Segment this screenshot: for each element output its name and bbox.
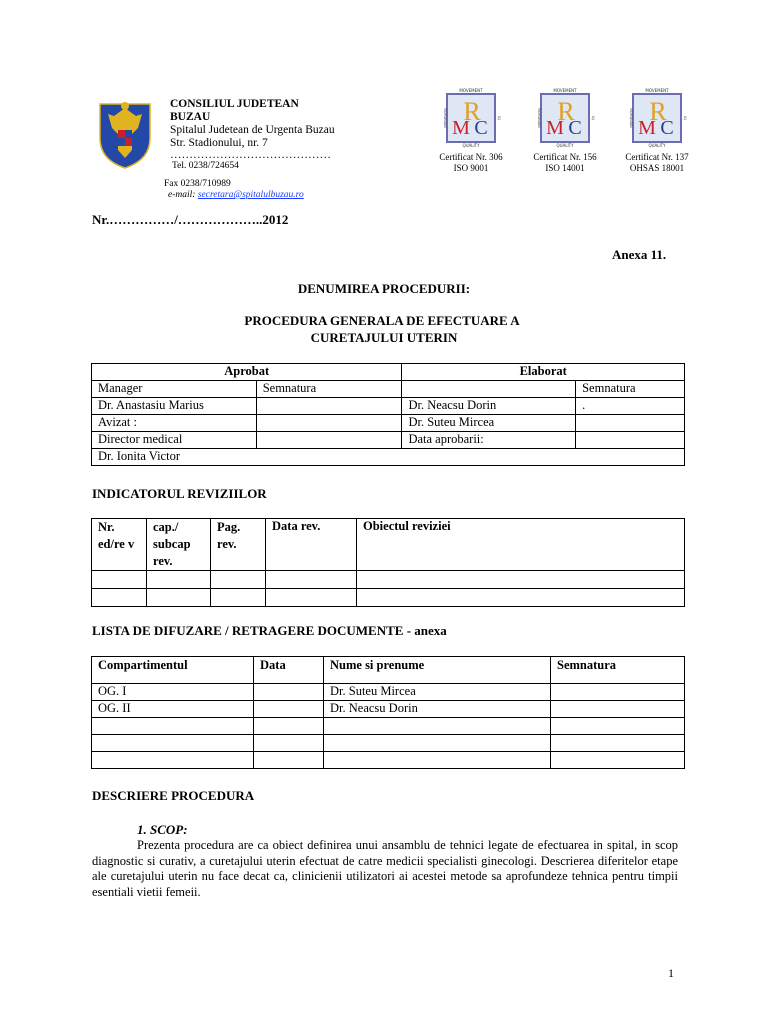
certificate-number: Certificat Nr. 137 <box>625 152 689 162</box>
name-cell: Dr. Neacsu Dorin <box>324 701 551 718</box>
table-row <box>92 432 685 449</box>
elaborated-header: Elaborat <box>402 364 685 381</box>
dotted-separator: …………………………………… <box>170 149 331 161</box>
registration-number: Nr.……………/………………..2012 <box>92 212 289 227</box>
council-name-line1: CONSILIUL JUDETEAN <box>170 98 299 110</box>
svg-text:R: R <box>463 97 481 126</box>
table-row <box>92 364 685 381</box>
svg-text:R: R <box>557 97 575 126</box>
revisions-table <box>91 518 685 607</box>
svg-text:C: C <box>660 117 674 139</box>
approval-date-label: Data aprobarii: <box>402 432 576 449</box>
department-header: Compartimentul <box>92 657 254 684</box>
elaborator-name: Dr. Neacsu Dorin <box>402 398 576 415</box>
signature-label: Semnatura <box>256 381 402 398</box>
svg-text:IQ: IQ <box>683 116 687 120</box>
email-link[interactable]: secretara@spitalulbuzau.ro <box>197 190 304 200</box>
annex-label: Anexa 11. <box>612 247 667 262</box>
table-row <box>92 718 685 735</box>
director-label: Director medical <box>92 432 257 449</box>
svg-text:QUALITY: QUALITY <box>648 143 666 148</box>
scope-heading: 1. SCOP: <box>137 822 188 837</box>
table-row <box>92 519 685 571</box>
description-title: DESCRIERE PROCEDURA <box>92 788 255 803</box>
certificate-standard: ISO 14001 <box>545 163 585 173</box>
svg-text:M: M <box>546 117 564 139</box>
distribution-title: LISTA DE DIFUZARE / RETRAGERE DOCUMENTE - anexa <box>92 623 447 638</box>
rmc-quality-logo-icon <box>441 88 501 148</box>
procedure-label: DENUMIREA PROCEDURII: <box>297 281 471 296</box>
procedure-title-line1: PROCEDURA GENERALA DE EFECTUARE A <box>244 313 520 328</box>
table-row <box>92 684 685 701</box>
signature-cell <box>256 398 402 415</box>
table-row <box>92 381 685 398</box>
institution-header <box>170 98 335 172</box>
approved-header: Aprobat <box>92 364 402 381</box>
table-row <box>92 657 685 684</box>
email-label: e-mail: <box>168 190 196 200</box>
signature-cell <box>256 415 402 432</box>
table-row <box>92 701 685 718</box>
department-cell: OG. II <box>92 701 254 718</box>
svg-text:QUALITY: QUALITY <box>462 143 480 148</box>
certificate-number: Certificat Nr. 156 <box>533 152 597 162</box>
table-row <box>92 752 685 769</box>
procedure-title-line2: CURETAJULUI UTERIN <box>310 330 458 345</box>
email-line <box>168 189 304 201</box>
scope-paragraph: Prezenta procedura are ca obiect definirea unui ansamblu de tehnici legate de efectuarea in spital, in scop diagnostic si curativ, a curetajului uterin efectuat de catre medicii specialisti ginecologi. Descrierea diferitelor etape ale curetajului uterin nu face decat ca, clinicienii utilizatori ai acestei metode sa aprofundeze tehnica pentru timpii esentiali vietii femeii. <box>92 838 678 899</box>
date-header: Data rev. <box>266 519 357 571</box>
page-number: 1 <box>668 966 674 980</box>
svg-text:M: M <box>452 117 470 139</box>
chapter-header: cap./ subcap rev. <box>147 519 211 571</box>
svg-text:C: C <box>568 117 582 139</box>
hospital-name: Spitalul Judetean de Urgenta Buzau <box>170 124 335 136</box>
signature-cell <box>576 415 685 432</box>
telephone: Tel. 0238/724654 <box>172 161 239 171</box>
approval-date-cell <box>576 432 685 449</box>
avizat-label: Avizat : <box>92 415 257 432</box>
manager-name: Dr. Anastasiu Marius <box>92 398 257 415</box>
director-name: Dr. Ionita Victor <box>92 449 685 466</box>
table-row <box>92 398 685 415</box>
revision-number-header: Nr. ed/re v <box>92 519 147 571</box>
certificate-iso-14001 <box>526 88 604 174</box>
department-cell: OG. I <box>92 684 254 701</box>
signature-label: Semnatura <box>576 381 685 398</box>
table-row <box>92 449 685 466</box>
manager-label: Manager <box>92 381 257 398</box>
street-address: Str. Stadionului, nr. 7 <box>170 137 268 149</box>
svg-text:R: R <box>649 97 667 126</box>
certificate-iso-9001 <box>432 88 510 174</box>
svg-text:MOVEMENT: MOVEMENT <box>553 88 577 93</box>
table-row <box>92 571 685 589</box>
table-row <box>92 415 685 432</box>
name-cell: Dr. Suteu Mircea <box>324 684 551 701</box>
revisions-title: INDICATORUL REVIZIILOR <box>92 486 267 501</box>
svg-text:QUALITY: QUALITY <box>556 143 574 148</box>
signature-header: Semnatura <box>551 657 685 684</box>
table-row <box>92 589 685 607</box>
svg-text:ROMANIAN: ROMANIAN <box>629 108 633 128</box>
name-header: Nume si prenume <box>324 657 551 684</box>
table-row <box>92 735 685 752</box>
svg-text:M: M <box>638 117 656 139</box>
certificate-number: Certificat Nr. 306 <box>439 152 503 162</box>
signature-cell <box>256 432 402 449</box>
rmc-quality-logo-icon <box>627 88 687 148</box>
rmc-quality-logo-icon <box>535 88 595 148</box>
object-header: Obiectul reviziei <box>357 519 685 571</box>
svg-text:MOVEMENT: MOVEMENT <box>459 88 483 93</box>
certificate-ohsas-18001 <box>618 88 696 174</box>
approval-table <box>91 363 685 466</box>
svg-text:MOVEMENT: MOVEMENT <box>645 88 669 93</box>
date-header: Data <box>254 657 324 684</box>
page-header: Pag. rev. <box>211 519 266 571</box>
svg-text:ROMANIAN: ROMANIAN <box>537 108 541 128</box>
council-name-line2: BUZAU <box>170 111 211 123</box>
fax: Fax 0238/710989 <box>164 179 231 189</box>
reviewer-name: Dr. Suteu Mircea <box>402 415 576 432</box>
svg-text:IQ: IQ <box>591 116 595 120</box>
svg-text:ROMANIAN: ROMANIAN <box>443 108 447 128</box>
romania-coat-of-arms-icon <box>94 94 156 170</box>
svg-text:C: C <box>474 117 488 139</box>
certificate-standard: OHSAS 18001 <box>629 163 685 173</box>
svg-text:IQ: IQ <box>497 116 501 120</box>
distribution-table <box>91 656 685 769</box>
certificate-standard: ISO 9001 <box>453 163 489 173</box>
empty-cell <box>402 381 576 398</box>
signature-cell: . <box>576 398 685 415</box>
